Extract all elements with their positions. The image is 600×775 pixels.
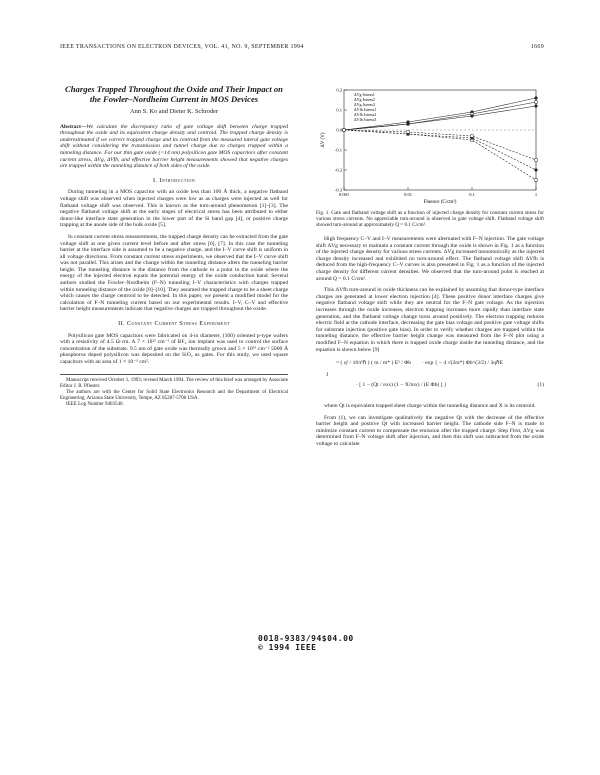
intro-paragraph-2: In constant current stress measurements, the trapped charge density can be extracted from the gate voltage shift at one given current level before and after stress [6], [7]. In this case the tunneling barrier at the interface side is assumed to be a negative charge, and the I–V curve shift is uniform in all voltage directions. From constant current stress experiments, we observed that the I–V curve shift was not parallel. This arises and the change within the tunneling distance alters the tunneling barrier height. The tunneling distance is the distance from the cathode to a point in the oxide where the energy of the injected electron equals the potential energy of the oxide conduction band. Several authors studied the Fowler–Nordheim (F–N) tunneling I–V characteristics with charges trapped within tunneling distance of the oxide [8]–[10]. They assumed the trapped charge to be a sheet charge which causes the charge centroid to be detected. In this paper, we present a modified model for the calculation of F–N tunneling current based on our experimental results. I–V, C–V and effective barrier height measurements indicate that negative charges are trapped throughout the oxide. <box>60 233 288 313</box>
series-line <box>344 130 536 180</box>
x-tick-label: 0.01 <box>404 192 412 197</box>
figure-1 <box>316 84 544 206</box>
equation-line-2: · exp { − 4 √(2m*) Φb^(3/2) / 3qℏE <box>422 360 503 367</box>
footnote-2: The authors are with the Center for Solid State Electronics Research and the Department of Electrical Engineering, Arizona State University, Tempe, AZ 85287-5706 USA. <box>60 389 288 401</box>
equation-line-3: · [ 1 − (Qt / εox) (1 − X/tox) / (E Φb) ] } <box>356 382 447 389</box>
x-axis-label: Fluence (C/cm²) <box>423 200 457 205</box>
intro-heading: I. Introduction <box>152 176 196 184</box>
page-number: 1669 <box>530 44 544 50</box>
y-tick-label: -0.2 <box>334 167 342 173</box>
legend-entry: ΔVfb Jstress3 <box>354 117 377 122</box>
legend-entry: ΔVfb Jstress2 <box>354 112 377 117</box>
footer-code: 0018-9383/94$04.00 © 1994 IEEE <box>258 634 354 652</box>
equation-line-1: = ( q³ / 16π²ℏ ) ( m / m* ) E² / Φb <box>336 360 412 367</box>
data-point <box>535 101 538 104</box>
running-header <box>60 44 544 54</box>
data-point <box>535 97 538 100</box>
right-column <box>316 84 544 453</box>
x-tick-label: 1 <box>534 192 538 197</box>
data-point <box>407 131 410 134</box>
x-tick-label: 0.1 <box>469 192 475 197</box>
experiment-paragraph-1: Polysilicon gate MOS capacitors were fabricated on 4-in diameter, (100) oriented p-type wafers with a resistivity of 4.5 Ω·cm. A 7 × 10¹² cm⁻² of BF₂ ion implant was used to control the surface concentration of the substrate. 9.5 nm of gate oxide was thermally grown and 5 × 10¹⁵ cm⁻² 5000 Å phosphorus doped polysilicon was deposited on the SiO₂ as gates. For this study, we used square capacitors with an area of 1 × 10⁻³ cm². <box>60 332 288 365</box>
footnote-3: IEEE Log Number 9403540. <box>66 401 124 407</box>
right-paragraph-2: This ΔVfb turn-around in oxide thickness can be explained by assuming that donor-type interface charges are generated at lower electron injection [4]. These positive donor interface charges give negative flatband voltage shift while they are neutral for the F–N gate voltage. As the injection increases through the oxide increases, electron trapping increases more rapidly than interface state generation, and the flatband voltage change turns around positively. The electron trapping reduces electric field at the cathode interface, decreasing the gate bias voltage and positive gate voltage shifts for substrate injection (positive gate bias). In order to verify whether charges are trapped within the tunneling distance, the effective barrier height change was measured from the F–N plot using a modified F–N equation in which there is trapped oxide charge inside the tunneling distance, and the equation is shown below [9] <box>316 287 544 353</box>
data-point <box>471 115 474 118</box>
voltage-shift-chart <box>316 84 544 206</box>
data-point <box>535 169 538 172</box>
paper-authors: Ann S. Ko and Dieter K. Schroder <box>129 108 219 115</box>
data-point <box>535 179 538 182</box>
legend-entry: ΔVg Jstress3 <box>354 102 375 107</box>
journal-line: IEEE TRANSACTIONS ON ELECTRON DEVICES, VOL. 41, NO. 9, SEPTEMBER 1994 <box>60 44 304 50</box>
abstract-text: We calculate the discrepancy ratio of gate voltage shift between charge trapped throughout the oxide and its equivalent charge density and centroid. The trapped charge density is underestimated if we correct trapped charge and its centroid from the measured lateral gate voltage shift without considering the transmission and tunnel charge due to charges trapped within a tunneling distance. For our thin gate oxide (<14 nm) polysilicon gate MOS capacitors after constant current stress, ΔVg, ΔVfb, and effective barrier height measurements showed that negative charges are trapped within the tunneling distance of both sides of the oxide. <box>60 123 288 170</box>
x-tick-label: 0.001 <box>338 192 350 197</box>
data-point <box>471 135 474 138</box>
y-tick-label: 0.0 <box>336 127 342 133</box>
data-point <box>343 129 346 132</box>
y-tick-label: 0.1 <box>336 107 342 113</box>
equation-lhs: J <box>326 372 329 379</box>
series-line <box>344 130 536 170</box>
legend-entry: ΔVg Jstress2 <box>354 97 375 102</box>
data-point <box>535 159 538 162</box>
footnotes <box>60 374 288 408</box>
intro-paragraph-1: During tunneling in a MOS capacitor with an oxide less than 100 Å thick, a negative flatband voltage shift was observed when injected charges were low as as charges were injected as well for flatband voltage shift was observed. This is known as the turn-around phenomenon [1]–[3]. The negative flatband voltage shift at the early stages of electrical stress has been attributed to either donor-like interface state generation in the lower part of the Si band gap [4], or positive charge trapping at the anode side of the bulk oxide [5]. <box>60 189 288 229</box>
right-paragraph-3: where Qt is equivalent trapped sheet charge within the tunneling distance and X is its centroid. <box>324 403 536 410</box>
y-tick-label: -0.1 <box>334 147 342 153</box>
equation-number: (1) <box>537 382 544 389</box>
equation-1 <box>326 358 544 398</box>
abstract: Abstract—We calculate the discrepancy ratio of gate voltage shift between charge trapped throughout the oxide and its equivalent charge density and centroid. The trapped charge density is underestimated if we correct trapped charge and its centroid from the measured lateral gate voltage shift without considering the transmission and tunnel charge due to charges trapped within a tunneling distance. For our thin gate oxide (<14 nm) polysilicon gate MOS capacitors after constant current stress, ΔVg, ΔVfb, and effective barrier height measurements showed that negative charges are trapped within the tunneling distance of both sides of the oxide. <box>60 123 288 170</box>
paper-title: Charges Trapped Throughout the Oxide and Their Impact on the Fowler–Nordheim Current in MOS Devices <box>65 84 283 104</box>
figure-caption: Fig. 1. Gate and flatband voltage shift as a function of injected charge density for constant current stress for various stress currents. No appreciable turn-around is observed in gate voltage shift. Flatband voltage shift showed turn-around at approximately Q = 0.1 C/cm². <box>316 210 544 228</box>
data-point <box>407 123 410 126</box>
legend-entry: ΔVfb Jstress1 <box>354 107 377 112</box>
data-point <box>535 105 538 108</box>
series-line <box>344 130 536 160</box>
legend-entry: ΔVg Jstress1 <box>354 92 375 97</box>
y-axis-label: ΔV (V) <box>321 132 326 148</box>
right-paragraph-1: High frequency C–V and I–V measurements were alternated with F–N injection. The gate voltage shift ΔVg necessary to maintain a constant current through the oxide is shown in Fig. 1 as a function of the injected charge density for various stress currents. ΔVg increased monotonically as the injected charge density increased and exhibited no turn-around effect. The flatband voltage shift ΔVfb is deduced from the high-frequency C–V curves is also presented in Fig. 1 as a function of the injected charge density for different current densities. We observed that the turn-around point is reached at around Q = 0.1 C/cm². <box>316 236 544 282</box>
footnote-1: Manuscript received October 1, 1993; revised March 1994. The review of this brief was arranged by Associate Editor J. R. Pfiester. <box>60 377 288 389</box>
experiment-heading: II. Constant Current Stress Experiment <box>118 320 230 328</box>
y-tick-label: 0.2 <box>336 87 342 93</box>
right-paragraph-4: From (1), we can investigate qualitatively the negative Qt with the decrease of the effective barrier height and positive Qt with increased barrier height. The cathode side F–N is made to minimize constant current to compensate the emission after the trapped charge. Step First, ΔVg was determined from F–N voltage shift after injection, and then this shift was subtracted from the oxide voltage to calculate <box>316 414 544 448</box>
y-tick-label: -0.3 <box>334 187 342 193</box>
left-column <box>60 84 288 408</box>
